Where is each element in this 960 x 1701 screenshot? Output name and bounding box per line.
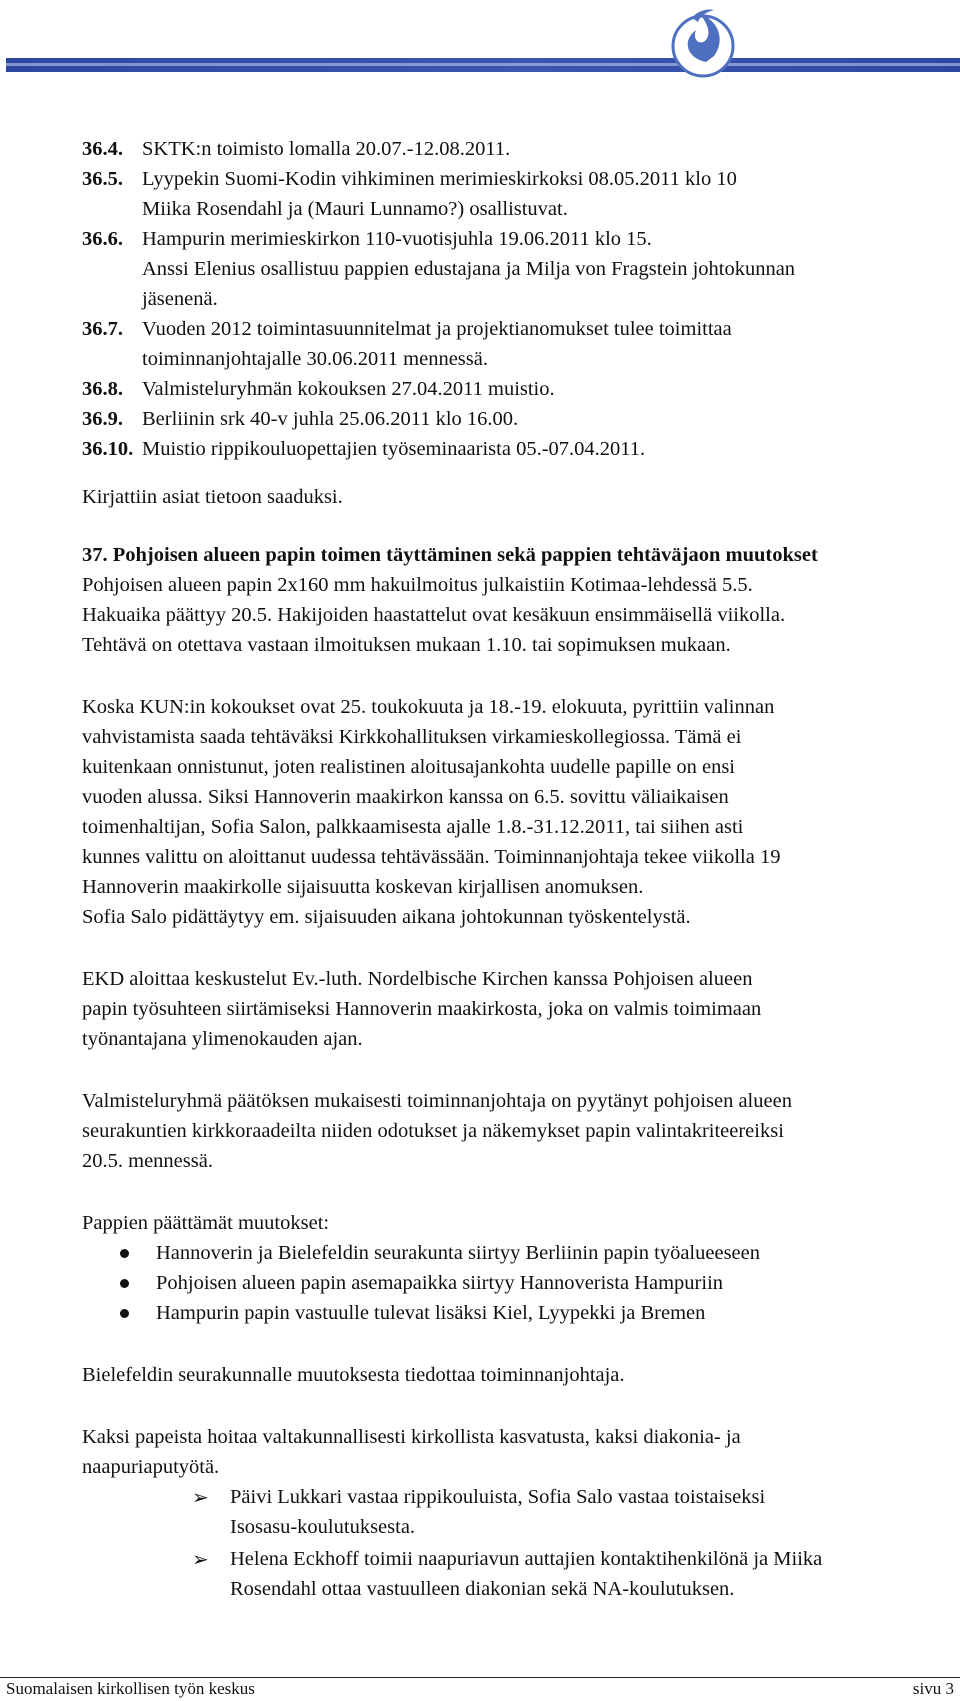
list-item-text: Päivi Lukkari vastaa rippikouluista, Sofia Salo vastaa toistaiseksi [230, 1486, 766, 1508]
para1-line: Pohjoisen alueen papin 2x160 mm hakuilmoitus julkaistiin Kotimaa-lehdessä 5.5. [82, 574, 753, 596]
list-item-text: Hannoverin ja Bielefeldin seurakunta siirtyy Berliinin papin työalueeseen [156, 1242, 760, 1264]
changes-heading: Pappien päättämät muutokset: [82, 1212, 330, 1234]
item-text: SKTK:n toimisto lomalla 20.07.-12.08.2011. [142, 138, 511, 160]
list-item [82, 1268, 952, 1298]
changes-list [82, 1238, 952, 1328]
list-item-text-cont: Rosendahl ottaa vastuulleen diakonian sekä NA-koulutuksen. [230, 1578, 735, 1600]
para2-line: Koska KUN:in kokoukset ovat 25. toukokuuta ja 18.-19. elokuuta, pyrittiin valinnan [82, 696, 775, 718]
list-item [82, 1238, 952, 1268]
para2-line: Sofia Salo pidättäytyy em. sijaisuuden aikana johtokunnan työskentelystä. [82, 906, 691, 928]
list-item [82, 1544, 952, 1604]
bullet-icon [120, 1309, 129, 1318]
section-number: 37. [82, 544, 108, 566]
para5-line: Bielefeldin seurakunnalle muutoksesta tiedottaa toiminnanjohtaja. [82, 1364, 625, 1386]
para4-line: seurakuntien kirkkoraadeilta niiden odotukset ja näkemykset papin valintakriteereiksi [82, 1120, 784, 1142]
item-number: 36.8. [82, 378, 123, 400]
item-number: 36.6. [82, 228, 123, 250]
item-number: 36.5. [82, 168, 123, 190]
item-text-cont: Miika Rosendahl ja (Mauri Lunnamo?) osallistuvat. [142, 198, 568, 220]
para4-line: Valmisteluryhmä päätöksen mukaisesti toiminnanjohtaja on pyytänyt pohjoisen alueen [82, 1090, 792, 1112]
item-text: Berliinin srk 40-v juhla 25.06.2011 klo 16.00. [142, 408, 519, 430]
para3-line: työnantajana ylimenokauden ajan. [82, 1028, 363, 1050]
list-item [82, 1298, 952, 1328]
section-37-heading [82, 540, 952, 570]
arrowhead-bullet-icon: ➢ [192, 1547, 209, 1571]
bullet-icon [120, 1279, 129, 1288]
item-36-5 [82, 164, 952, 194]
item-36-7 [82, 314, 952, 344]
item-36-8 [82, 374, 952, 404]
letterhead-graphic [6, 0, 960, 80]
item-36-9 [82, 404, 952, 434]
item-text: Lyypekin Suomi-Kodin vihkiminen merimieskirkoksi 08.05.2011 klo 10 [142, 168, 737, 190]
arrowhead-bullet-icon: ➢ [192, 1485, 209, 1509]
footer-organization: Suomalaisen kirkollisen työn keskus [6, 1679, 255, 1698]
list-item [82, 1482, 952, 1542]
para6-line: naapuriaputyötä. [82, 1456, 220, 1478]
para1-line: Hakuaika päättyy 20.5. Hakijoiden haastattelut ovat kesäkuun ensimmäisellä viikolla. [82, 604, 786, 626]
item-36-6 [82, 224, 952, 254]
footer-page-number: sivu 3 [912, 1679, 954, 1698]
flame-logo [673, 9, 733, 76]
letterhead-band [6, 0, 960, 80]
para2-line: Hannoverin maakirkolle sijaisuutta koskevan kirjallisen anomuksen. [82, 876, 644, 898]
list-item-text: Pohjoisen alueen papin asemapaikka siirtyy Hannoverista Hampuriin [156, 1272, 724, 1294]
item-36-10 [82, 434, 952, 464]
para2-line: vahvistamista saada tehtäväksi Kirkkohallituksen virkamieskollegiossa. Tämä ei [82, 726, 742, 748]
assignments-list [82, 1482, 952, 1604]
item-36-4 [82, 134, 952, 164]
item-number: 36.10. [82, 438, 134, 460]
item-number: 36.4. [82, 138, 123, 160]
item-text-cont: Anssi Elenius osallistuu pappien edustajana ja Milja von Fragstein johtokunnan [142, 258, 796, 280]
bullet-icon [120, 1249, 129, 1258]
section-title: Pohjoisen alueen papin toimen täyttäminen sekä pappien tehtäväjaon muutokset [112, 544, 818, 566]
item-text: Vuoden 2012 toimintasuunnitelmat ja projektianomukset tulee toimittaa [142, 318, 732, 340]
para2-line: kunnes valittu on aloittanut uudessa tehtävässään. Toiminnanjohtaja tekee viikolla 19 [82, 846, 781, 868]
para4-line: 20.5. mennessä. [82, 1150, 213, 1172]
item-text: Muistio rippikouluopettajien työseminaarista 05.-07.04.2011. [142, 438, 646, 460]
item-number: 36.9. [82, 408, 123, 430]
item-number: 36.7. [82, 318, 123, 340]
para3-line: EKD aloittaa keskustelut Ev.-luth. Nordelbische Kirchen kanssa Pohjoisen alueen [82, 968, 753, 990]
document-body [82, 134, 952, 1606]
para2-line: toimenhaltijan, Sofia Salon, palkkaamisesta ajalle 1.8.-31.12.2011, tai siihen asti [82, 816, 744, 838]
item-text-cont: jäsenenä. [142, 288, 218, 310]
para2-line: vuoden alussa. Siksi Hannoverin maakirkon kanssa on 6.5. sovittu väliaikaisen [82, 786, 729, 808]
decision-note: Kirjattiin asiat tietoon saaduksi. [82, 486, 343, 508]
list-item-text-cont: Isosasu-koulutuksesta. [230, 1516, 416, 1538]
para3-line: papin työsuhteen siirtämiseksi Hannoverin maakirkosta, joka on valmis toimimaan [82, 998, 762, 1020]
para2-line: kuitenkaan onnistunut, joten realistinen aloitusajankohta uudelle papille on ensi [82, 756, 735, 778]
para1-line: Tehtävä on otettava vastaan ilmoituksen mukaan 1.10. tai sopimuksen mukaan. [82, 634, 731, 656]
item-text: Hampurin merimieskirkon 110-vuotisjuhla 19.06.2011 klo 15. [142, 228, 652, 250]
para6-line: Kaksi papeista hoitaa valtakunnallisesti kirkollista kasvatusta, kaksi diakonia- ja [82, 1426, 741, 1448]
item-text-cont: toiminnanjohtajalle 30.06.2011 mennessä. [142, 348, 488, 370]
item-text: Valmisteluryhmän kokouksen 27.04.2011 muistio. [142, 378, 555, 400]
list-item-text: Helena Eckhoff toimii naapuriavun auttajien kontaktihenkilönä ja Miika [230, 1548, 823, 1570]
list-item-text: Hampurin papin vastuulle tulevat lisäksi Kiel, Lyypekki ja Bremen [156, 1302, 706, 1324]
